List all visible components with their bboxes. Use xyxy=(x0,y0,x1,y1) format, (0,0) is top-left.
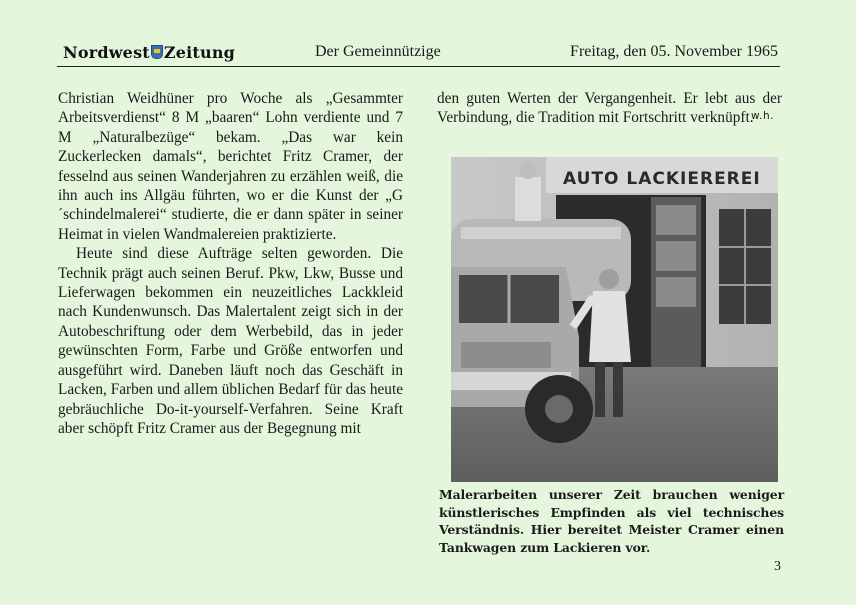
paragraph-2: Heute sind diese Aufträge selten geworden. Die Technik prägt auch seinen Beruf. Pkw, Lkw, Busse und Lieferwagen bekommen ein neuzeitliches Lackkleid nach Kundenwunsch. Das Malertalent zeigt sich in der Autobeschriftung oder dem Werbebild, das in jeder gewünschten Form, Farbe und Größe entworfen und ausgeführt wird. Daneben läuft noch das Geschäft in Lacken, Farben und allem üblichen Bedarf für das heute gebräuchliche Do-it-yourself-Verfahren. Seine Kraft aber schöpft Fritz Cramer aus der Begegnung mit xyxy=(58,245,403,437)
crest-icon xyxy=(151,45,163,59)
article-column-left xyxy=(58,89,403,438)
paragraph-1: Christian Weidhüner pro Woche als „Gesammter Arbeitsverdienst“ 8 M „baaren“ Lohn verdiente und 7 M „Naturalbezüge“ bekam. „Das war kein Zuckerlecken damals“, berichtet Fritz Cramer, der fesselnd aus seinen Wanderjahren zu erzählen weiß, die ihn auch ins Allgäu führten, wo er die Kunst der „G´schindelmalerei“ studierte, die er dann später in seiner Heimat in vielen Wandmalereien praktizierte. xyxy=(58,90,403,243)
page-number: 3 xyxy=(774,559,781,574)
article-photo xyxy=(451,157,778,482)
article-column-right xyxy=(437,89,782,128)
photo-illustration xyxy=(451,157,778,482)
closing-text: den guten Werten der Vergangenheit. Er lebt aus der Verbindung, die Tradition mit Fortschritt verknüpft. xyxy=(437,90,782,127)
sign-text: AUTO LACKIEREREI xyxy=(563,169,761,189)
page-header xyxy=(57,40,780,67)
paragraph-closing xyxy=(437,89,782,128)
photo-caption: Malerarbeiten unserer Zeit brauchen weniger künstlerisches Empfinden als viel technisches Verständnis. Hier bereitet Meister Cramer einen Tankwagen zum Lackieren vor. xyxy=(439,487,784,555)
author-signature: w.h. xyxy=(751,110,774,123)
masthead-logo xyxy=(63,43,235,62)
supplement-title: Der Gemeinnützige xyxy=(315,43,441,60)
dateline: Freitag, den 05. November 1965 xyxy=(570,43,778,60)
masthead-left: Nordwest xyxy=(63,43,150,62)
masthead-right: Zeitung xyxy=(163,43,236,62)
